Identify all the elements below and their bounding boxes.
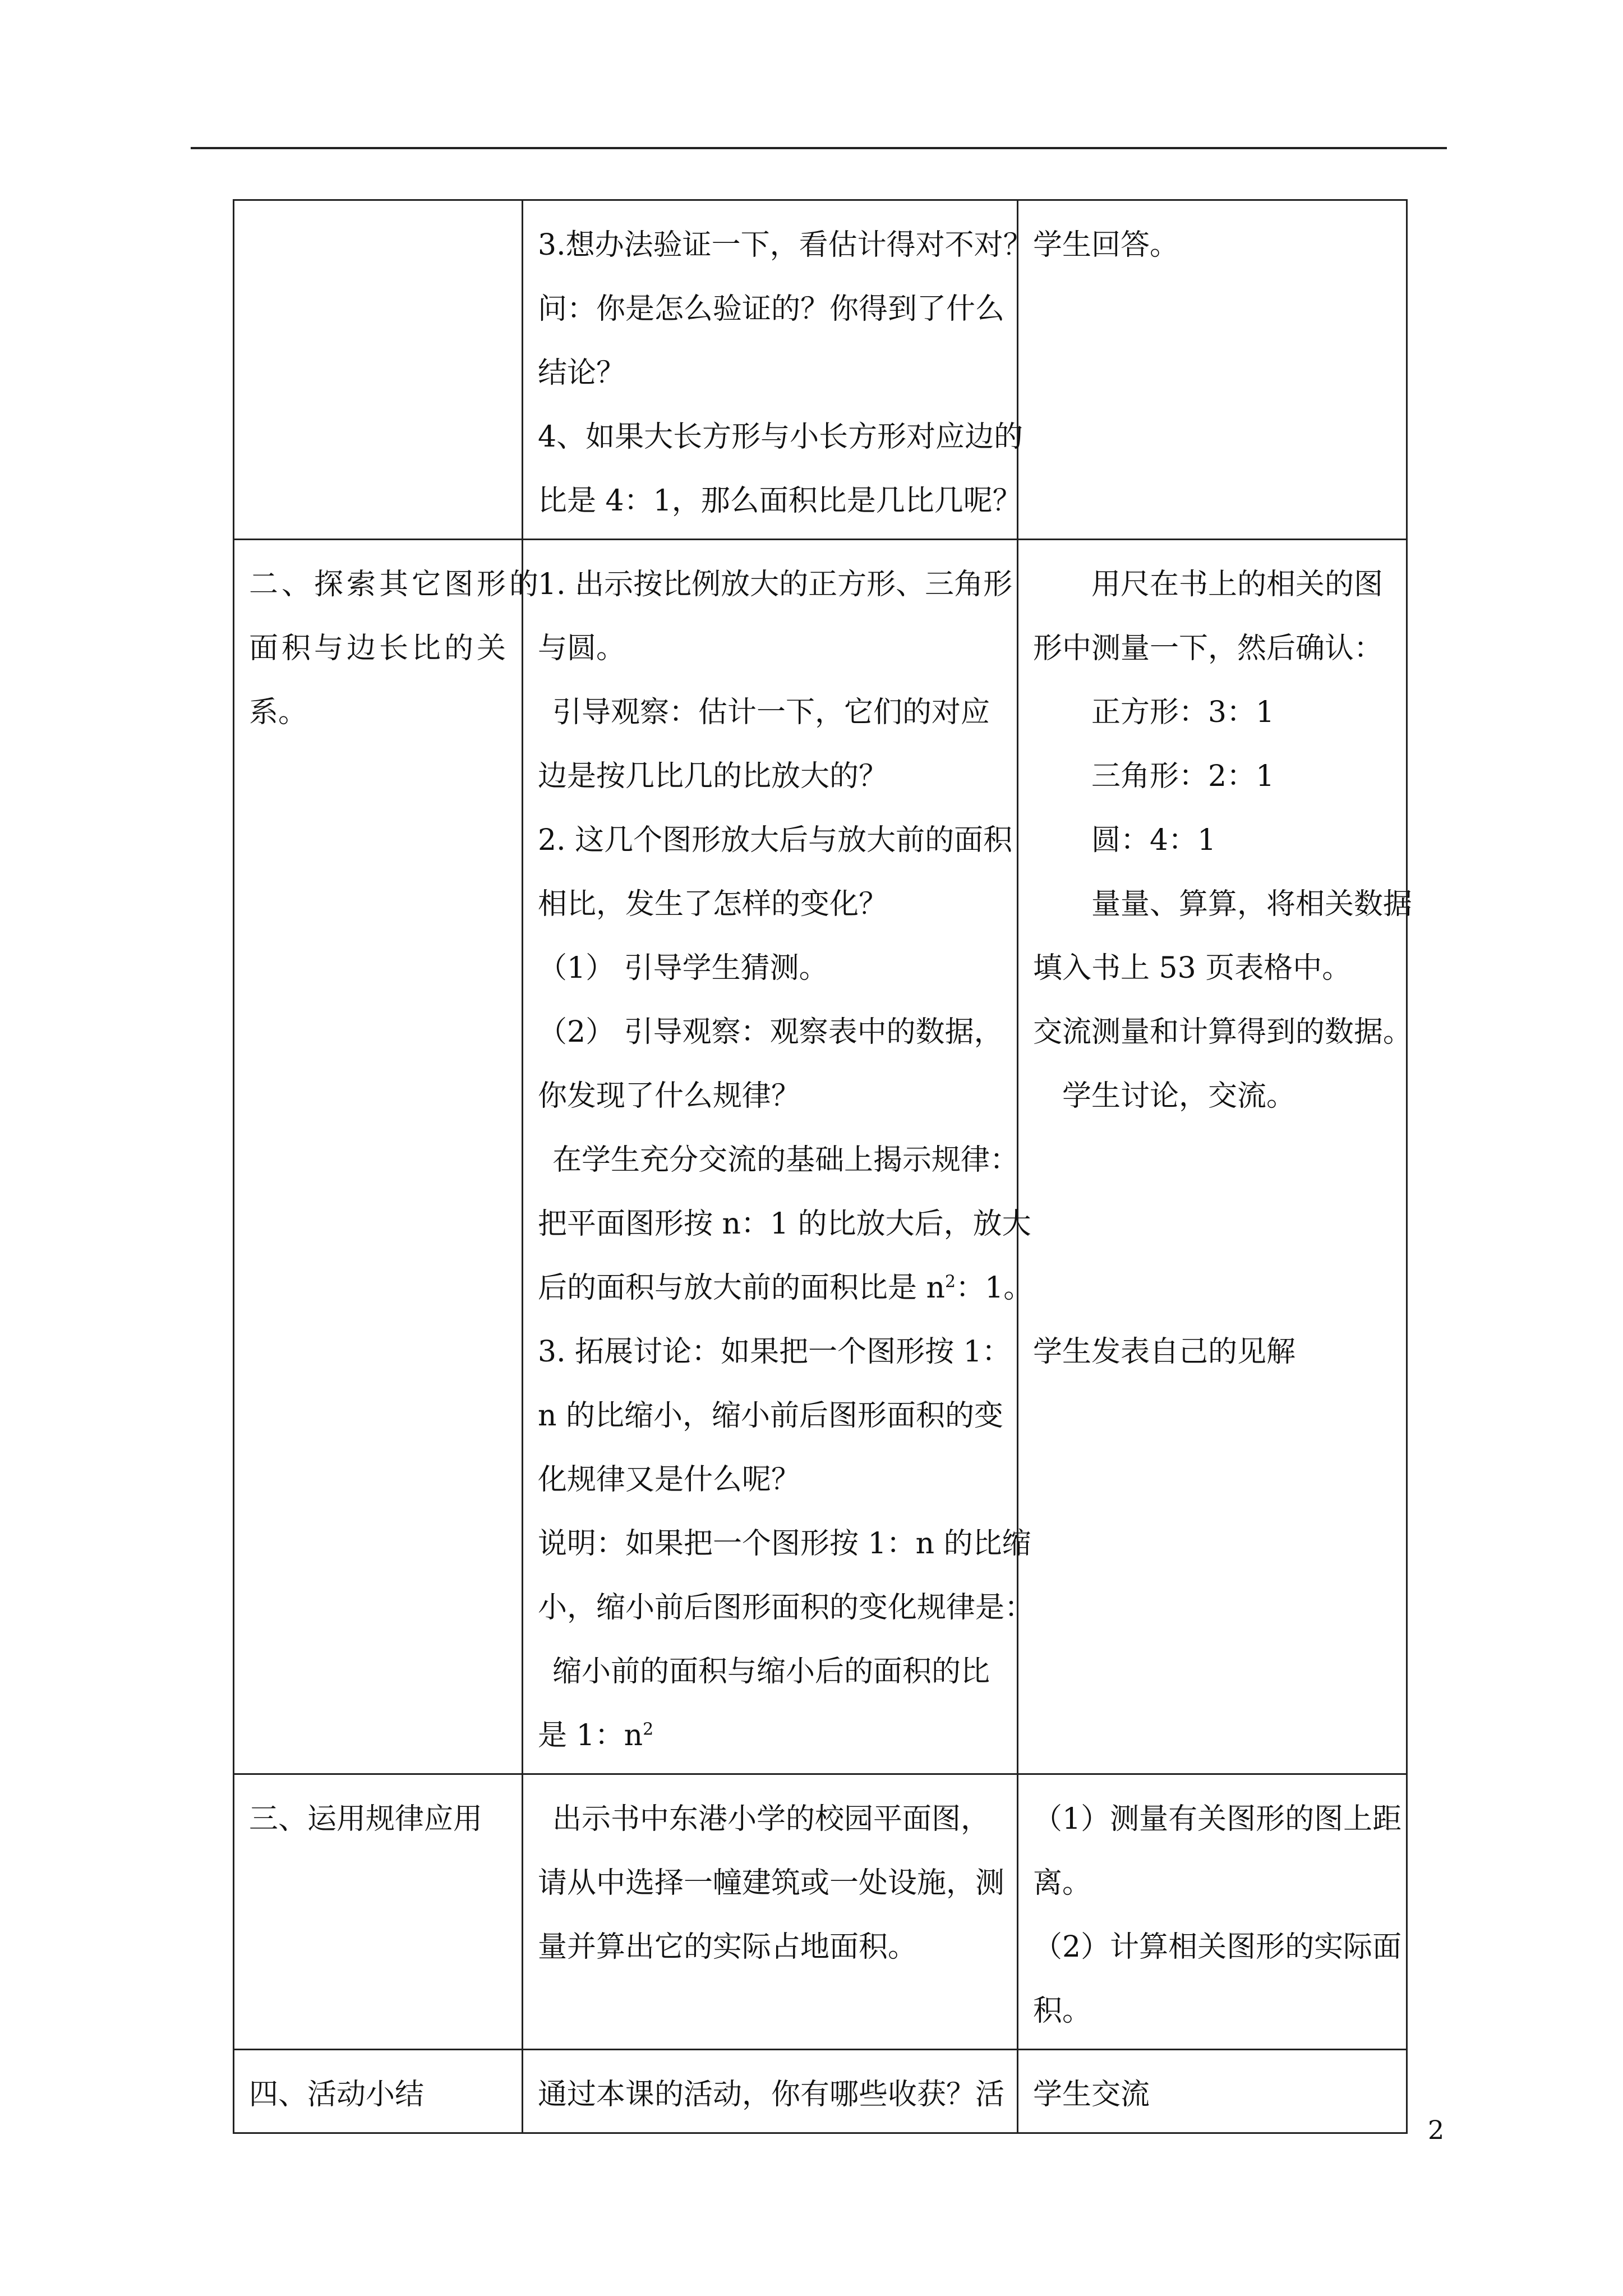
- stage-title-line: 二、探索其它图形的: [249, 568, 542, 601]
- text-line: [538, 1704, 1002, 1768]
- stage-title-line: 四、活动小结: [249, 2078, 425, 2111]
- text-line: 把平面图形按 n：1 的比放大后，放大: [538, 1207, 1031, 1241]
- text-line: 问：你是怎么验证的？你得到了什么: [538, 292, 1005, 326]
- text-line: 形中测量一下，然后确认：: [1033, 632, 1384, 665]
- lesson-plan-table: [233, 199, 1413, 2134]
- student-activity-cell: [1018, 540, 1413, 1774]
- student-activity-cell: [1018, 1774, 1407, 2050]
- header-rule: [191, 147, 1447, 149]
- text-line: 说明：如果把一个图形按 1：n 的比缩: [538, 1527, 1031, 1561]
- teacher-activity-cell: [523, 2050, 1018, 2133]
- text-line: 通过本课的活动，你有哪些收获？活: [538, 2078, 1005, 2111]
- text-line: 填入书上 53 页表格中。: [1033, 951, 1352, 985]
- text-line: 相比，发生了怎样的变化？: [538, 887, 888, 921]
- text-line: （2）计算相关图形的实际面: [1033, 1930, 1402, 1964]
- teacher-activity-cell: [523, 200, 1032, 540]
- stage-title-line: 三、运用规律应用: [249, 1802, 483, 1836]
- text-line: 出示书中东港小学的校园平面图，: [552, 1802, 990, 1836]
- stage-cell: [234, 2050, 523, 2133]
- text-line: 在学生充分交流的基础上揭示规律：: [552, 1143, 1020, 1177]
- text-line: 圆：4：1: [1091, 823, 1216, 857]
- text-line: 三角形：2：1: [1091, 760, 1275, 793]
- table-row: [234, 2050, 1407, 2133]
- student-activity-cell: [1018, 2050, 1407, 2133]
- text-line: 离。: [1033, 1866, 1092, 1900]
- text-line: 缩小前的面积与缩小后的面积的比: [552, 1655, 990, 1688]
- text-line: 你发现了什么规律？: [538, 1079, 801, 1113]
- text-line: 学生交流: [1033, 2078, 1150, 2111]
- text-fragment: ：1。: [956, 1271, 1033, 1305]
- text-line: 与圆。: [538, 632, 626, 665]
- text-line: 请从中选择一幢建筑或一处设施，测: [538, 1866, 1005, 1900]
- text-line: n 的比缩小，缩小前后图形面积的变: [538, 1399, 1004, 1433]
- spacer: [1033, 1128, 1391, 1320]
- text-line: （1）测量有关图形的图上距: [1033, 1802, 1402, 1836]
- text-line: 学生发表自己的见解: [1033, 1335, 1296, 1369]
- text-line: 学生讨论，交流。: [1062, 1079, 1296, 1113]
- text-fragment: 是 1：n: [538, 1719, 643, 1752]
- text-line: 正方形：3：1: [1091, 696, 1275, 729]
- text-line: （1） 引导学生猜测。: [538, 951, 828, 985]
- stage-title-line: 系。: [249, 696, 308, 729]
- text-line: 1. 出示按比例放大的正方形、三角形: [538, 568, 1013, 601]
- text-line: 比是 4：1，那么面积比是几比几呢？: [538, 484, 1022, 518]
- text-line: 化规律又是什么呢？: [538, 1463, 801, 1497]
- text-fragment: 后的面积与放大前的面积比是 n: [538, 1271, 946, 1305]
- student-activity-cell: [1018, 200, 1407, 540]
- page-number: 2: [1428, 2115, 1445, 2145]
- stage-cell: [234, 1774, 523, 2050]
- table-row: [234, 540, 1407, 1774]
- text-line: 用尺在书上的相关的图: [1091, 568, 1384, 601]
- table-row: [234, 1774, 1407, 2050]
- teacher-activity-cell: [523, 540, 1034, 1774]
- teacher-activity-cell: [523, 1774, 1018, 2050]
- text-line: 4、如果大长方形与小长方形对应边的: [538, 420, 1023, 454]
- text-line: （2） 引导观察：观察表中的数据，: [538, 1015, 1003, 1049]
- text-line: [538, 1256, 1033, 1320]
- stage-cell: [234, 540, 542, 1774]
- text-line: 结论？: [538, 356, 626, 390]
- text-line: 量量、算算，将相关数据: [1091, 887, 1413, 921]
- stage-title-line: 面积与边长比的关: [249, 632, 510, 665]
- text-line: 引导观察：估计一下，它们的对应: [552, 696, 990, 729]
- text-line: 边是按几比几的比放大的？: [538, 760, 888, 793]
- text-line: 学生回答。: [1033, 228, 1179, 262]
- table-row: [234, 200, 1407, 540]
- superscript: 2: [945, 1272, 956, 1292]
- text-line: 积。: [1033, 1994, 1092, 2028]
- text-line: 3.想办法验证一下，看估计得对不对？: [538, 228, 1032, 262]
- text-line: 小，缩小前后图形面积的变化规律是：: [538, 1591, 1034, 1625]
- text-line: 交流测量和计算得到的数据。: [1033, 1015, 1413, 1049]
- text-line: 3. 拓展讨论：如果把一个图形按 1：: [538, 1335, 1011, 1369]
- superscript: 2: [643, 1719, 654, 1740]
- text-line: 2. 这几个图形放大后与放大前的面积: [538, 823, 1013, 857]
- text-line: 量并算出它的实际占地面积。: [538, 1930, 917, 1964]
- stage-cell: [234, 200, 523, 540]
